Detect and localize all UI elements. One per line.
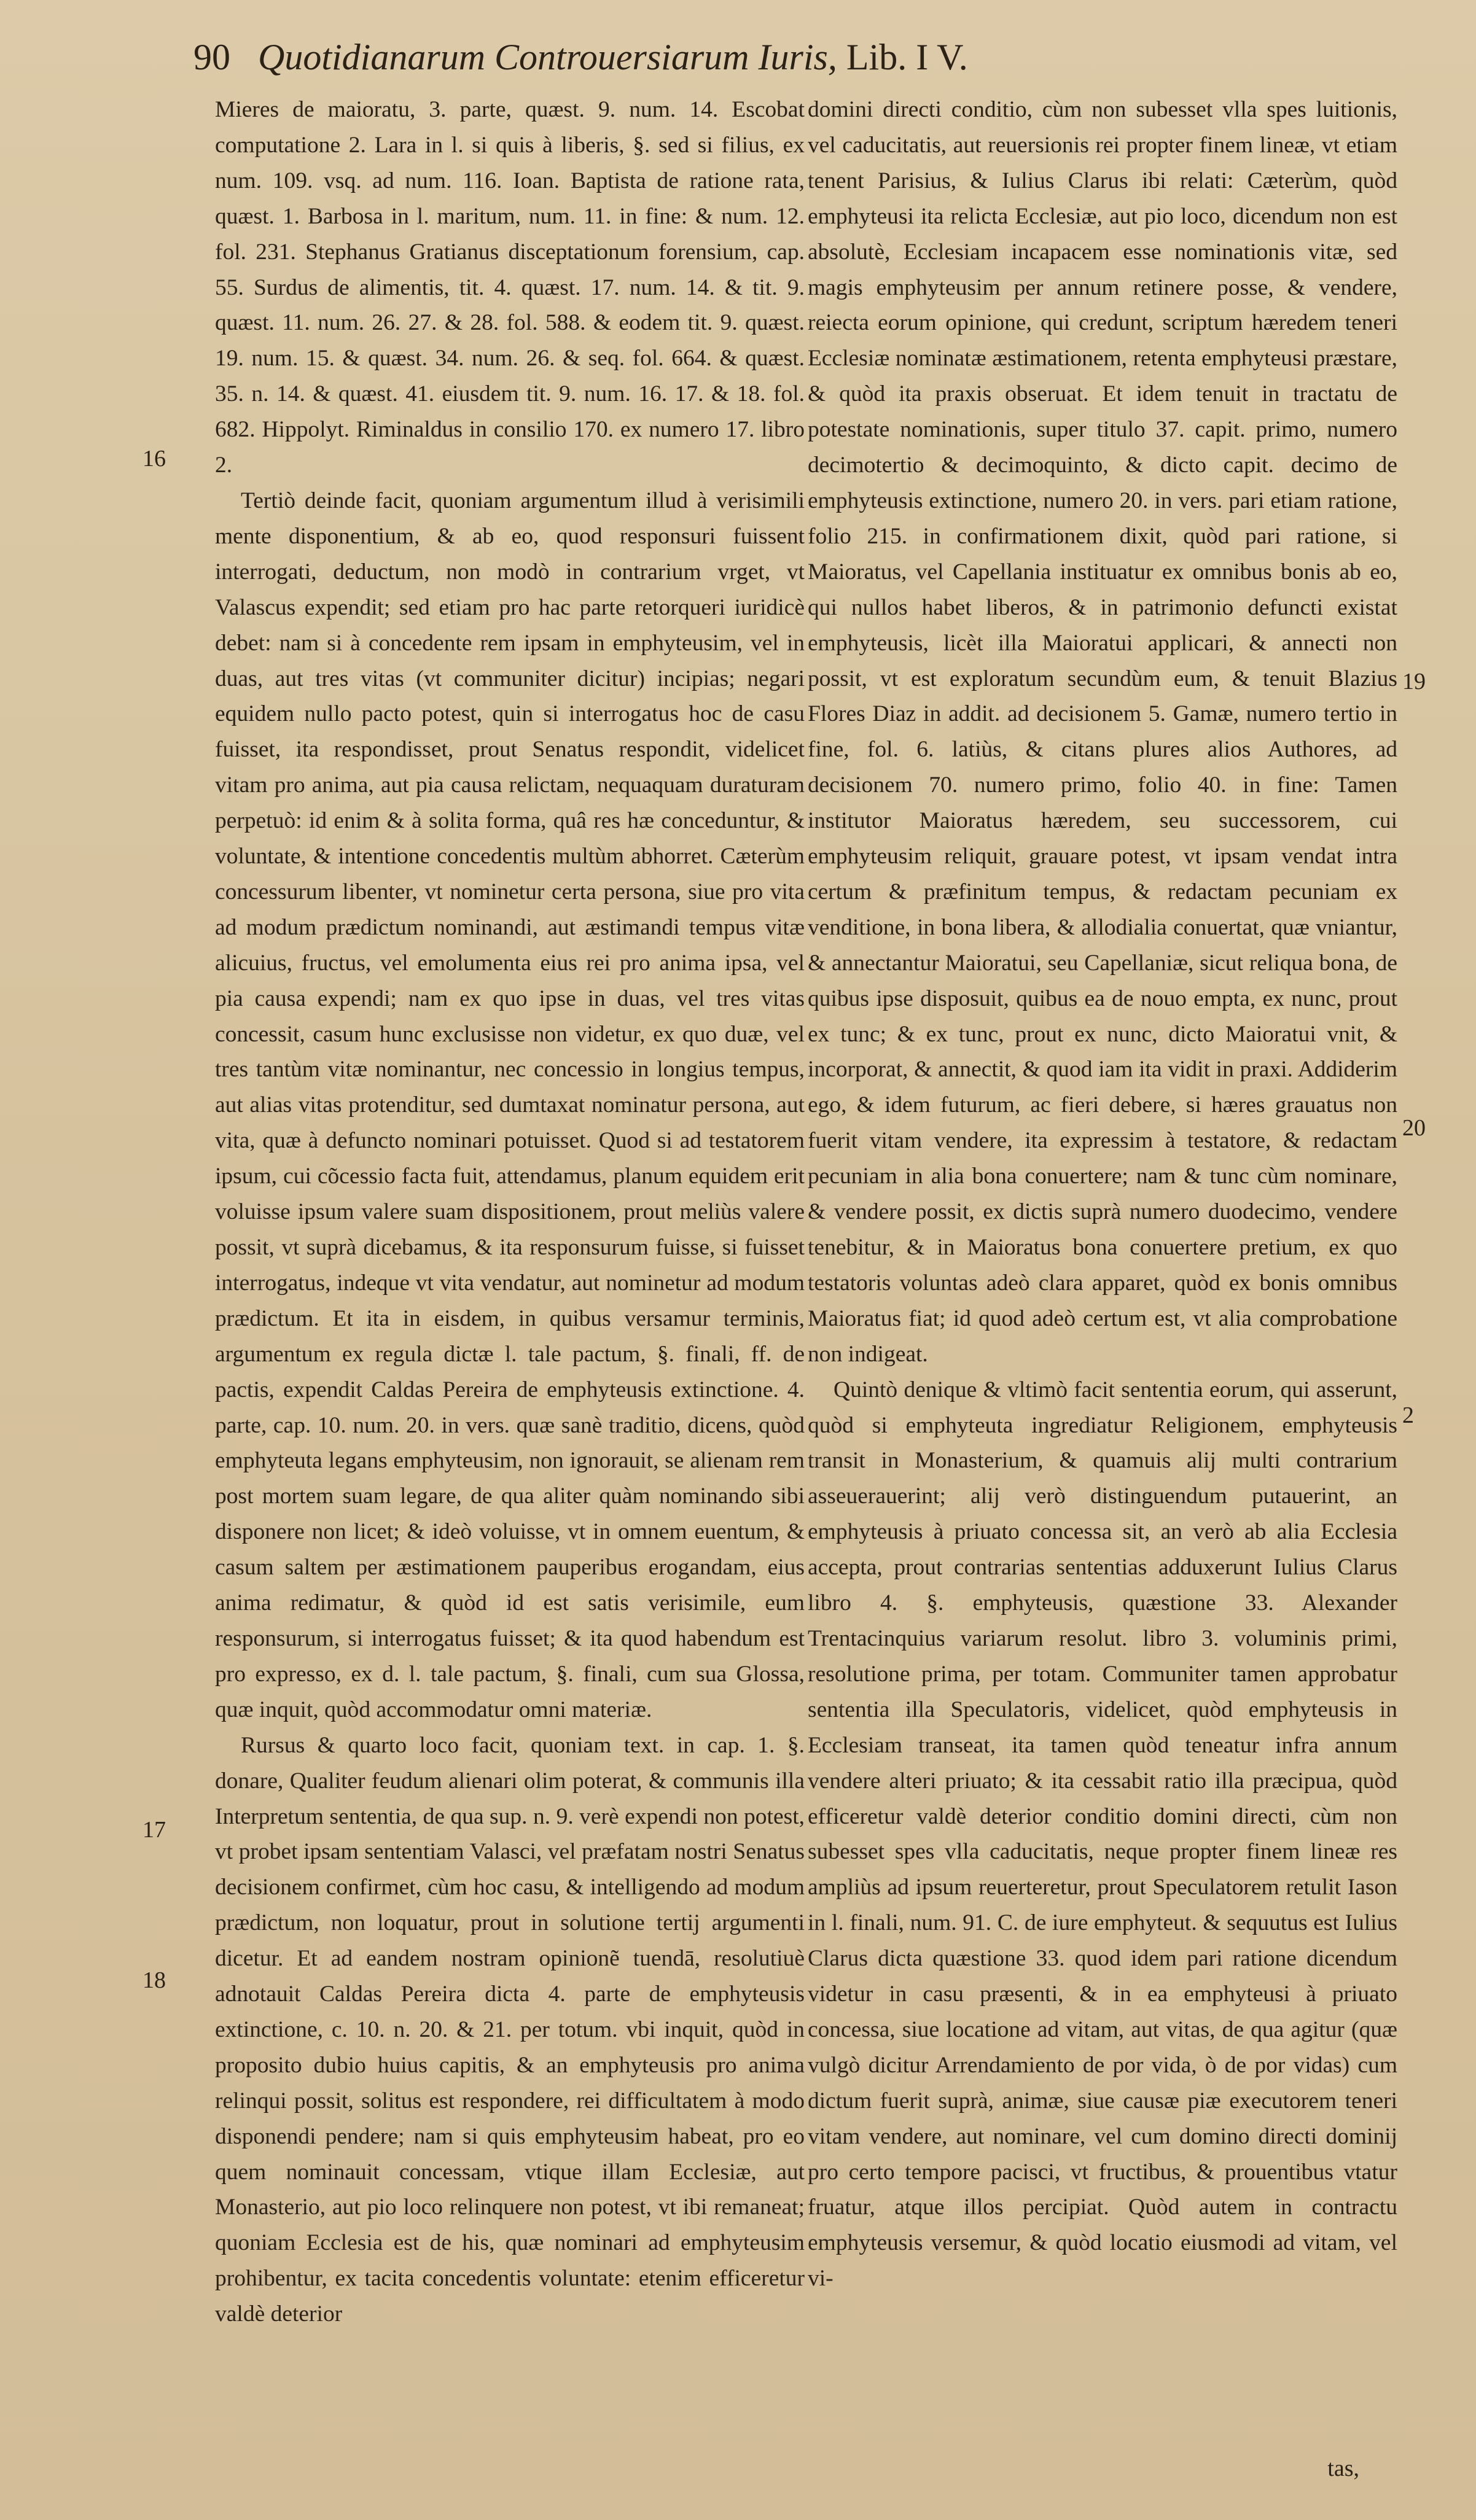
paragraph: domini directi conditio, cùm non subesset vlla spes luitionis, vel caducitatis, aut reuersionis rei propter finem lineæ, vt etiam tenent Parisius, & Iulius Clarus ibi relati: Cæterùm, quòd emphyteusi ita relicta Ecclesiæ, aut pio loco, dicendum non est absolutè, Ecclesiam incapacem esse nominationis vitæ, sed magis emphyteusim per annum retinere posse, & vendere, reiecta eorum opinione, qui credunt, scriptum hæredem teneri Ecclesiæ nominatæ æstimationem, retenta emphyteusi præstare, & quòd ita praxis obseruat. Et idem tenuit in tractatu de potestate nominationis, super titulo 37. capit. primo, numero decimotertio & decimoquinto, & dicto capit. decimo de emphyteusis extinctione, numero 20. in vers. pari etiam ratione, folio 215. in confirmationem dixit, quòd pari ratione, si Maioratus, vel Capellania instituatur ex omnibus bonis ab eo, qui nullos habet liberos, & in patrimonio defuncti existat emphyteusis, licèt illa Maioratui applicari, & annecti non possit, vt est exploratum secundùm eum, & tenuit Blazius Flores Diaz in addit. ad decisionem 5. Gamæ, numero tertio in fine, fol. 6. latiùs, & citans plures alios Authores, ad decisionem 70. numero primo, folio 40. in fine: Tamen institutor Maioratus hæredem, seu successorem, cui emphyteusim reliquit, grauare potest, vt ipsam vendat intra certum & præfinitum tempus, & redactam pecuniam ex venditione, in bona libera, & allodialia conuertat, quæ vniantur, & annectantur Maioratui, seu Capellaniæ, sicut reliqua bona, de quibus ipse disposuit, quibus ea de nouo empta, ex nunc, prout ex tunc; & ex tunc, prout ex nunc, dicto Maioratui vnit, & incorporat, & annectit, & quod iam ita vidit in praxi. Addiderim ego, & idem futurum, ac fieri debere, si hæres grauatus non fuerit vitam vendere, ita expressim à testatore, & redactam pecuniam in alia bona conuertere; nam & tunc cùm nominare, & vendere possit, ex dictis suprà numero duodecimo, vendere tenebitur, & in Maioratus bona conuertere pretium, ex quo testatoris voluntas adeò clara apparet, quòd ex bonis omnibus Maioratus fiat; id quod adeò certum est, vt alia comprobatione non indigeat. — [808, 97, 1397, 1367]
right-column — [808, 92, 1397, 2481]
book-number: Lib. I V. — [846, 37, 968, 77]
margin-number: 16 — [143, 446, 166, 472]
paragraph: Mieres de maioratu, 3. parte, quæst. 9. num. 14. Escobat computatione 2. Lara in l. si quis à liberis, §. sed si filius, ex num. 109. vsq. ad num. 116. Ioan. Baptista de ratione rata, quæst. 1. Barbosa in l. maritum, num. 11. in fine: & num. 12. fol. 231. Stephanus Gratianus disceptationum forensium, cap. 55. Surdus de alimentis, tit. 4. quæst. 17. num. 14. & tit. 9. quæst. 11. num. 26. 27. & 28. fol. 588. & eodem tit. 9. quæst. 19. num. 15. & quæst. 34. num. 26. & seq. fol. 664. & quæst. 35. n. 14. & quæst. 41. eiusdem tit. 9. num. 16. 17. & 18. fol. 682. Hippolyt. Riminaldus in consilio 170. ex numero 17. libro 2. — [215, 97, 805, 478]
catchword: tas, — [1327, 2456, 1359, 2481]
page-number: 90 — [193, 37, 230, 77]
margin-number: 18 — [143, 1967, 166, 1993]
left-column — [215, 92, 805, 2481]
paragraph: Tertiò deinde facit, quoniam argumentum illud à verisimili mente disponentium, & ab eo, quod responsuri fuissent interrogati, deductum, non modò in contrarium vrget, vt Valascus expendit; sed etiam pro hac parte retorqueri iuridicè debet: nam si à concedente rem ipsam in emphyteusim, vel in duas, aut tres vitas (vt communiter dicitur) incipias; negari equidem nullo pacto potest, quin si interrogatus hoc de casu fuisset, ita respondisset, prout Senatus respondit, videlicet vitam pro anima, aut pia causa relictam, nequaquam duraturam perpetuò: id enim & à solita forma, quâ res hæ conceduntur, & voluntate, & intentione concedentis multùm abhorret. Cæterùm concessurum libenter, vt nominetur certa persona, siue pro vita ad modum prædictum nominandi, aut æstimandi tempus vitæ alicuius, fructus, vel emolumenta eius rei pro anima ipsa, vel pia causa expendi; nam ex quo ipse in duas, vel tres vitas concessit, casum hunc exclusisse non videtur, ex quo duæ, vel tres tantùm vitæ nominantur, nec concessio in longius tempus, aut alias vitas protenditur, sed dumtaxat nominatur persona, aut vita, quæ à defuncto nominari potuisset. Quod si ad testatorem ipsum, cui cõcessio facta fuit, attendamus, planum equidem erit voluisse ipsum valere suam dispositionem, prout meliùs valere possit, vt suprà dicebamus, & ita responsurum fuisse, si fuisset interrogatus, indeque vt vita vendatur, aut nominetur ad modum prædictum. Et ita in eisdem, in quibus versamur terminis, argumentum ex regula dictæ l. tale pactum, §. finali, ff. de pactis, expendit Caldas Pereira de emphyteusis extinctione. 4. parte, cap. 10. num. 20. in vers. quæ sanè traditio, dicens, quòd emphyteuta legans emphyteusim, non ignorauit, se alienam rem post mortem suam legare, de qua aliter quàm nominando sibi disponere non licet; & ideò voluisse, vt in omnem euentum, & casum saltem per æstimationem pauperibus erogandam, eius anima redimatur, & quòd id est satis verisimile, eum responsurum, si interrogatus fuisset; & ita quod habendum est pro expresso, ex d. l. tale pactum, §. finali, cum sua Glossa, quæ inquit, quòd accommodatur omni materiæ. — [215, 488, 805, 1722]
running-header — [193, 29, 1348, 85]
running-title: Quotidianarum Controuersiarum Iuris, — [258, 37, 837, 77]
paragraph: Quintò denique & vltimò facit sententia eorum, qui asserunt, quòd si emphyteuta ingrediatur Religionem, emphyteusis transit in Monasterium, & quamuis alij multi contrarium asseuerauerint; alij verò distinguendum putauerint, an emphyteusis à priuato concessa sit, an verò ab alia Ecclesia accepta, prout contrarias sententias adduxerunt Iulius Clarus libro 4. §. emphyteusis, quæstione 33. Alexander Trentacinquius variarum resolut. libro 3. voluminis primi, resolutione prima, per totam. Communiter tamen approbatur sententia illa Speculatoris, videlicet, quòd emphyteusis in Ecclesiam transeat, ita tamen quòd teneatur infra annum vendere alteri priuato; & ita cessabit ratio illa præcipua, quòd efficeretur valdè deterior conditio domini directi, cùm non subesset spes vlla caducitatis, neque propter finem lineæ res ampliùs ad ipsum reuerteretur, prout Speculatorem retulit Iason in l. finali, num. 91. C. de iure emphyteut. & sequutus est Iulius Clarus dicta quæstione 33. quod idem pari ratione dicendum videtur in casu præsenti, & in ea emphyteusi à priuato concessa, siue locatione ad vitam, aut vitas, de qua agitur (quæ vulgò dicitur Arrendamiento de por vida, ò de por vidas) cum dictum fuerit suprà, animæ, siue causæ piæ executorem teneri vitam vendere, aut nominare, vel cum domino directi dominij pro certo tempore pacisci, vt fructibus, & prouentibus vtatur fruatur, atque illos percipiat. Quòd autem in contractu emphyteusis versemur, & quòd locatio eiusmodi ad vitam, vel vi- — [808, 1377, 1397, 2292]
margin-number: 2 — [1402, 1402, 1414, 1428]
margin-number: 17 — [143, 1817, 166, 1843]
paragraph: Rursus & quarto loco facit, quoniam text. in cap. 1. §. donare, Qualiter feudum alienari olim poterat, & communis illa Interpretum sententia, de qua sup. n. 9. verè expendi non potest, vt probet ipsam sententiam Valasci, vel præfatam nostri Senatus decisionem confirmet, cùm hoc casu, & intelligendo ad modum prædictum, non loquatur, prout in solutione tertij argumenti dicetur. Et ad eandem nostram opinionẽ tuendā, resolutiuè adnotauit Caldas Pereira dicta 4. parte de emphyteusis extinctione, c. 10. n. 20. & 21. per totum. vbi inquit, quòd in proposito dubio huius capitis, & an emphyteusis pro anima relinqui possit, solitus est respondere, rei difficultatem à modo disponendi pendere; nam si quis emphyteusim habeat, pro eo quem nominauit concessam, vtique illam Ecclesiæ, aut Monasterio, aut pio loco relinquere non potest, vt ibi remaneat; quoniam Ecclesia est de his, quæ nominari ad emphyteusim prohibentur, ex tacita concedentis voluntate: etenim efficeretur valdè deterior — [215, 1732, 805, 2327]
margin-number: 20 — [1402, 1115, 1426, 1141]
margin-number: 19 — [1402, 669, 1426, 694]
